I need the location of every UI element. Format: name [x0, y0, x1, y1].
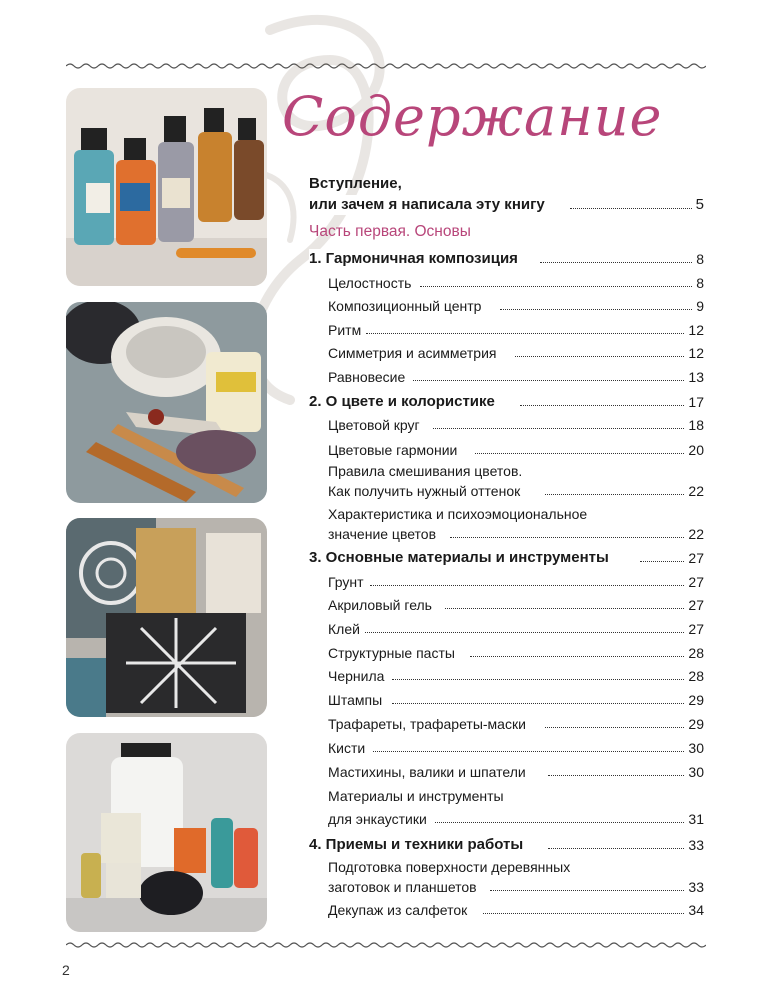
toc-entry-page: 34	[684, 900, 704, 920]
toc-entry-title-line1: Правила смешивания цветов.	[328, 463, 523, 479]
toc-entry-page: 8	[692, 273, 704, 293]
dot-leader	[500, 309, 704, 310]
toc-entry[interactable]	[0, 714, 767, 736]
dot-leader	[365, 632, 704, 633]
toc-section-title: 1. Гармоничная композиция	[309, 250, 518, 267]
toc-section-title: 2. О цвете и колористике	[309, 393, 495, 410]
dot-leader	[490, 890, 704, 891]
toc-entry-page: 27	[684, 595, 704, 615]
dot-leader	[548, 775, 704, 776]
toc-entry-page: 27	[684, 548, 704, 568]
dot-leader	[392, 679, 704, 680]
dot-leader	[520, 405, 704, 406]
toc-entry-page: 33	[684, 835, 704, 855]
toc-entry-page: 29	[684, 690, 704, 710]
toc-entry-title: Цветовые гармонии	[328, 442, 458, 458]
toc-entry-page: 31	[684, 809, 704, 829]
toc-entry[interactable]	[0, 690, 767, 712]
dot-leader	[570, 208, 704, 209]
toc-entry-title: для энкаустики	[328, 811, 427, 827]
toc-entry-page: 30	[684, 762, 704, 782]
dot-leader	[450, 537, 704, 538]
toc-entry-page: 33	[684, 877, 704, 897]
toc-entry[interactable]	[0, 367, 767, 389]
toc-entry[interactable]	[0, 877, 767, 899]
toc-entry-page: 17	[684, 392, 704, 412]
toc-entry-page: 13	[684, 367, 704, 387]
toc-entry-title: Акриловый гель	[328, 597, 432, 613]
toc-entry-page: 5	[692, 195, 704, 215]
toc-entry-title: Декупаж из салфеток	[328, 902, 468, 918]
toc-entry-page: 27	[684, 572, 704, 592]
toc-entry-title: Ритм	[328, 322, 362, 338]
toc-entry[interactable]	[0, 643, 767, 665]
dot-leader	[413, 380, 704, 381]
toc-entry[interactable]	[0, 809, 767, 831]
dot-leader	[370, 585, 704, 586]
toc-entry-page: 18	[684, 415, 704, 435]
page-number: 2	[62, 962, 70, 978]
toc-entry-page: 20	[684, 440, 704, 460]
part-heading: Часть первая. Основы	[309, 223, 471, 240]
dot-leader	[515, 356, 704, 357]
toc-entry[interactable]	[0, 619, 767, 641]
dot-leader	[433, 428, 704, 429]
toc-entry[interactable]	[0, 900, 767, 922]
toc-entry[interactable]	[0, 762, 767, 784]
toc-entry-page: 30	[684, 738, 704, 758]
toc-entry-title: Композиционный центр	[328, 298, 482, 314]
toc-entry-page: 28	[684, 643, 704, 663]
toc-entry-title: Как получить нужный оттенок	[328, 483, 521, 499]
toc-entry-page: 28	[684, 666, 704, 686]
toc-entry[interactable]	[0, 481, 767, 503]
dot-leader	[445, 608, 704, 609]
toc-entry-page: 29	[684, 714, 704, 734]
toc-entry[interactable]	[0, 320, 767, 342]
toc-entry-title-line1: Материалы и инструменты	[328, 788, 504, 804]
toc-entry-title-line1: Характеристика и психоэмоциональное	[328, 506, 588, 522]
toc-section-1[interactable]	[0, 249, 767, 271]
toc-section-title: 4. Приемы и техники работы	[309, 836, 524, 853]
toc-entry-title: Структурные пасты	[328, 645, 455, 661]
page-title: Содержание	[282, 85, 663, 148]
toc-entry[interactable]	[0, 273, 767, 295]
toc-entry-title-line1: Подготовка поверхности деревянных	[328, 859, 571, 875]
dot-leader	[392, 703, 704, 704]
toc-entry-title: Мастихины, валики и шпатели	[328, 764, 526, 780]
dot-leader	[420, 286, 704, 287]
toc-entry-title: значение цветов	[328, 526, 437, 542]
dot-leader	[470, 656, 704, 657]
toc-entry[interactable]	[0, 296, 767, 318]
toc-entry-page: 12	[684, 320, 704, 340]
toc-entry[interactable]	[0, 572, 767, 594]
toc-entry[interactable]	[0, 524, 767, 546]
toc-entry-page: 12	[684, 343, 704, 363]
toc-entry-title: Грунт	[328, 574, 364, 590]
toc-entry-title: Равновесие	[328, 369, 406, 385]
toc-entry[interactable]	[0, 440, 767, 462]
toc-entry-title: Цветовой круг	[328, 417, 420, 433]
toc-entry-page: 22	[684, 481, 704, 501]
toc-entry-page: 27	[684, 619, 704, 639]
toc-section-4[interactable]	[0, 835, 767, 857]
dot-leader	[366, 333, 704, 334]
toc-entry[interactable]	[0, 595, 767, 617]
dot-leader	[545, 494, 704, 495]
toc-entry-title: заготовок и планшетов	[328, 879, 477, 895]
dot-leader	[483, 913, 704, 914]
toc-entry-page: 9	[692, 296, 704, 316]
toc-entry[interactable]	[0, 415, 767, 437]
toc-entry-intro[interactable]	[0, 195, 767, 217]
toc-entry[interactable]	[0, 666, 767, 688]
toc-section-3[interactable]	[0, 548, 767, 570]
dot-leader	[475, 453, 704, 454]
dot-leader	[540, 262, 704, 263]
toc-entry-title: Трафареты, трафареты-маски	[328, 716, 526, 732]
toc-entry-title: Штампы	[328, 692, 383, 708]
intro-title-line1: Вступление,	[309, 175, 402, 192]
toc-entry-title: Целостность	[328, 275, 412, 291]
toc-entry-title: Клей	[328, 621, 360, 637]
toc-entry-title: Кисти	[328, 740, 366, 756]
toc-entry-title: или зачем я написала эту книгу	[309, 196, 545, 213]
toc-entry-title: Симметрия и асимметрия	[328, 345, 497, 361]
toc-entry[interactable]	[0, 343, 767, 365]
toc-entry-page: 8	[692, 249, 704, 269]
toc-entry-title: Чернила	[328, 668, 385, 684]
dot-leader	[545, 727, 704, 728]
toc-section-2[interactable]	[0, 392, 767, 414]
dot-leader	[548, 848, 704, 849]
toc-entry-page: 22	[684, 524, 704, 544]
dot-leader	[373, 751, 704, 752]
toc-entry[interactable]	[0, 738, 767, 760]
toc-section-title: 3. Основные материалы и инструменты	[309, 549, 609, 566]
dot-leader	[435, 822, 704, 823]
